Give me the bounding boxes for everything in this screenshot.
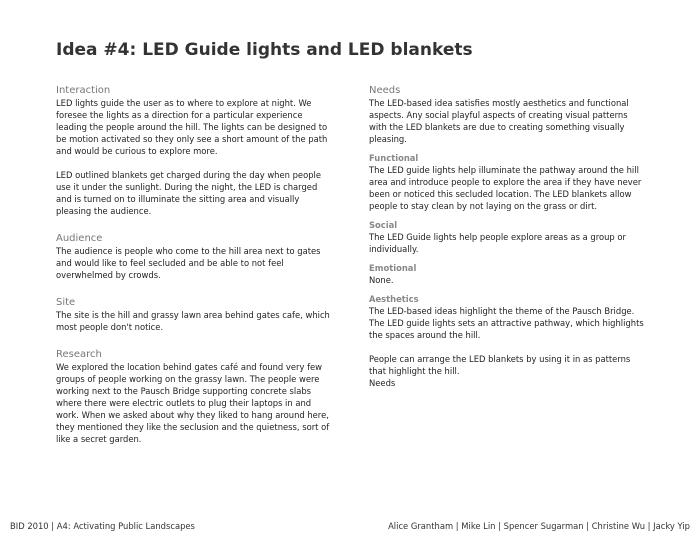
aesthetics-text: The LED-based ideas highlight the theme of the Pausch Bridge. The LED guide lights sets an attractive pathway, which highlights the spaces around the hill. <box>369 306 644 340</box>
footer-authors: Alice Grantham | Mike Lin | Spencer Sugarman | Christine Wu | Jacky Yip <box>388 521 690 531</box>
functional-section <box>369 153 647 212</box>
emotional-heading: Emotional <box>369 263 417 273</box>
audience-text: The audience is people who come to the hill area next to gates and would like to feel secluded and be able to not feel overwhelmed by crowds. <box>56 246 321 280</box>
aesthetics-heading: Aesthetics <box>369 294 419 304</box>
needs-text: The LED-based idea satisfies mostly aesthetics and functional aspects. Any social playful aspects of creating visual patterns with the LED blankets are due to creating something visually pleasing. <box>369 98 629 144</box>
right-column <box>369 85 647 389</box>
aesthetics-section <box>369 294 647 389</box>
left-column <box>56 85 334 445</box>
site-section <box>56 297 334 333</box>
aesthetics-trailing-text: Needs <box>369 378 396 388</box>
site-text: The site is the hill and grassy lawn area behind gates cafe, which most people don't notice. <box>56 310 330 332</box>
functional-text: The LED guide lights help illuminate the pathway around the hill area and introduce people to explore the area if they have never been or noticed this secluded location. The LED blankets allow people to stay clean by not laying on the grass or dirt. <box>369 165 642 211</box>
interaction-text: LED lights guide the user as to where to explore at night. We foresee the lights as a direction for a particular experience leading the people around the hill. The lights can be designed to be motion activated so they only see a short amount of the path and would be curious to explore more. <box>56 98 328 156</box>
needs-section <box>369 85 647 145</box>
footer-course: BID 2010 | A4: Activating Public Landscapes <box>10 521 195 531</box>
social-text: The LED Guide lights help people explore areas as a group or individually. <box>369 232 626 254</box>
research-text: We explored the location behind gates café and found very few groups of people working on the grassy lawn. The people were working next to the Pausch Bridge supporting concrete slabs where there were electric outlets to plug their laptops in and work. When we asked about why they liked to hang around here, they mentioned they like the seclusion and the quietness, sort of like a secret garden. <box>56 362 330 444</box>
audience-section <box>56 233 334 281</box>
site-heading: Site <box>56 297 76 308</box>
needs-heading: Needs <box>369 85 401 96</box>
audience-heading: Audience <box>56 233 103 244</box>
functional-heading: Functional <box>369 153 419 163</box>
emotional-text: None. <box>369 275 394 285</box>
emotional-section <box>369 263 647 286</box>
social-section <box>369 220 647 255</box>
research-section <box>56 349 334 445</box>
research-heading: Research <box>56 349 102 360</box>
interaction-heading: Interaction <box>56 85 111 96</box>
aesthetics-text-2: People can arrange the LED blankets by using it in as patterns that highlight the hill. <box>369 354 631 376</box>
social-heading: Social <box>369 220 398 230</box>
interaction-section <box>56 85 334 217</box>
page-title: Idea #4: LED Guide lights and LED blankets <box>56 40 473 60</box>
interaction-text-2: LED outlined blankets get charged during the day when people use it under the sunlight. During the night, the LED is charged and is turned on to illuminate the sitting area and visually pleasing the audience. <box>56 170 321 216</box>
